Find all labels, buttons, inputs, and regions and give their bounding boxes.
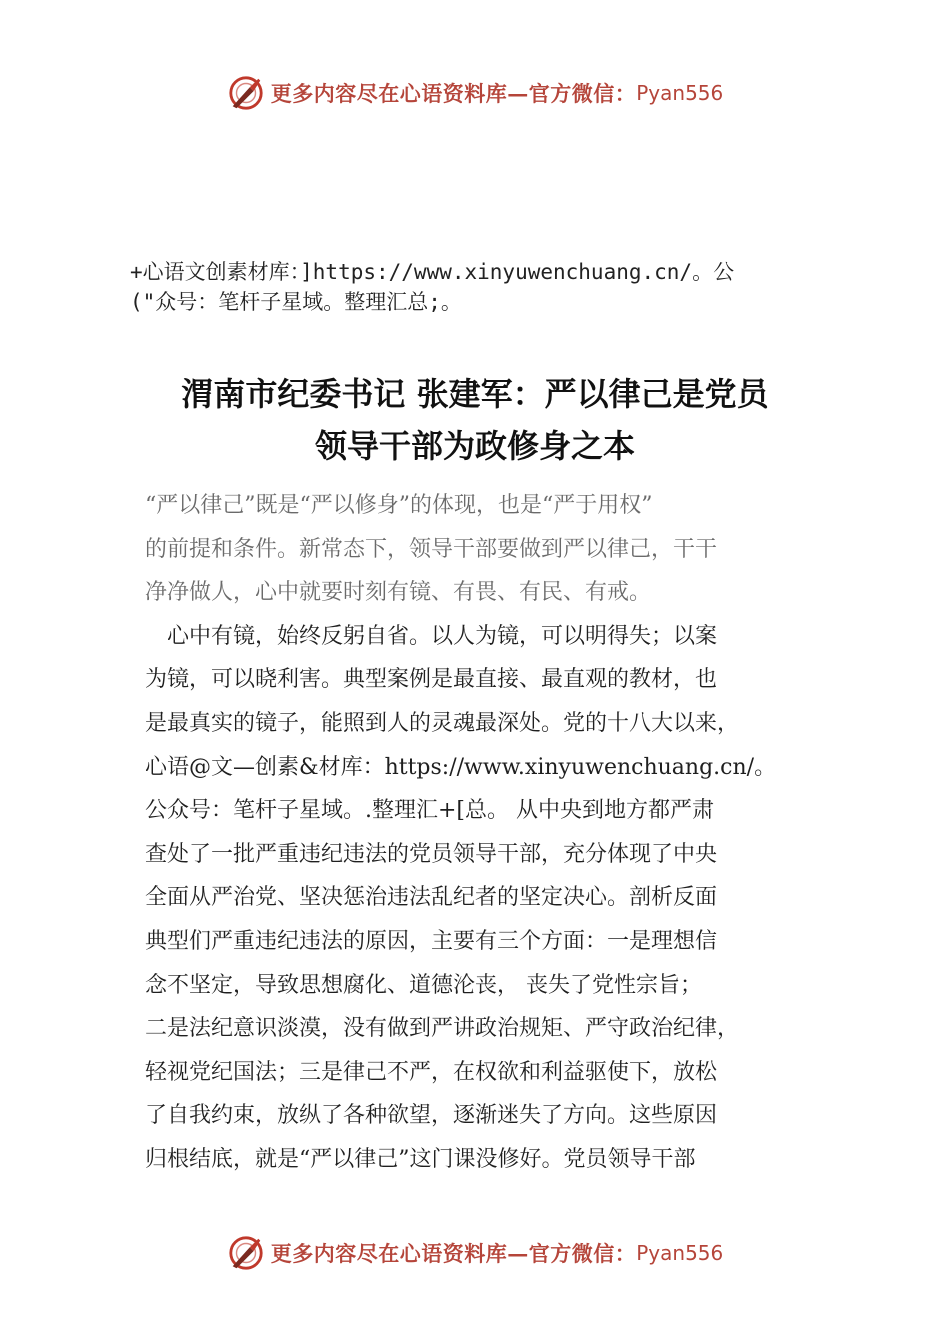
body-line: 轻视党纪国法；三是律己不严，在权欲和利益驱使下，放松 (145, 1059, 718, 1085)
intro-line: 净净做人，心中就要时刻有镜、有畏、有民、有戒。 (145, 580, 652, 606)
banner-slogan: 更多内容尽在心语资料库—官方微信： (270, 81, 637, 106)
body-line: 典型们严重违纪违法的原因，主要有三个方面：一是理想信 (145, 928, 718, 954)
body-line: 公众号：笔杆子星域。.整理汇+[总。 从中央到地方都严肃 (145, 798, 715, 824)
brush-logo-icon (227, 1234, 265, 1272)
footer-banner (0, 1233, 950, 1273)
body-line: 是最真实的镜子，能照到人的灵魂最深处。党的十八大以来， (145, 710, 740, 736)
body-line: 念不坚定，导致思想腐化、道德沦丧， 丧失了党性宗旨； (145, 972, 702, 998)
banner-wechat-id: Pyan556 (636, 1241, 724, 1265)
header-banner (0, 73, 950, 113)
body-line: 为镜，可以晓利害。典型案例是最直接、最直观的教材，也 (145, 667, 718, 693)
article-title (0, 368, 950, 472)
intro-line: “严以律己”既是“严以修身”的体现，也是“严于用权” (145, 493, 653, 518)
banner-slogan: 更多内容尽在心语资料库—官方微信： (270, 1241, 637, 1266)
body-line: 二是法纪意识淡漠，没有做到严讲政治规矩、严守政治纪律， (145, 1016, 740, 1042)
title-line: 渭南市纪委书记 张建军：严以律己是党员 (181, 375, 769, 413)
body-line: 心中有镜，始终反躬自省。以人为镜，可以明得失；以案 (145, 623, 718, 649)
note-line: +心语文创素材库：]https://www.xinyuwenchuang.cn/。公 (130, 260, 735, 284)
brush-logo-icon (227, 74, 265, 112)
body-line: 全面从严治党、坚决惩治违法乱纪者的坚定决心。剖析反面 (145, 885, 718, 911)
banner-wechat-id: Pyan556 (636, 81, 724, 105)
intro-line: 的前提和条件。新常态下，领导干部要做到严以律己，干干 (145, 536, 718, 562)
source-note (130, 257, 820, 317)
body-line: 心语@文—创素&材库：https://www.xinyuwenchuang.cn/。 (145, 754, 777, 780)
body-line: 归根结底，就是“严以律己”这门课没修好。党员领导干部 (145, 1146, 696, 1172)
title-line: 领导干部为政修身之本 (314, 427, 635, 465)
note-line: ("众号：笔杆子星域。整理汇总;。 (130, 290, 462, 314)
body-line: 了自我约束，放纵了各种欲望，逐渐迷失了方向。这些原因 (145, 1103, 718, 1129)
body-line: 查处了一批严重违纪违法的党员领导干部，充分体现了中央 (145, 841, 718, 867)
article-body (145, 484, 825, 1182)
